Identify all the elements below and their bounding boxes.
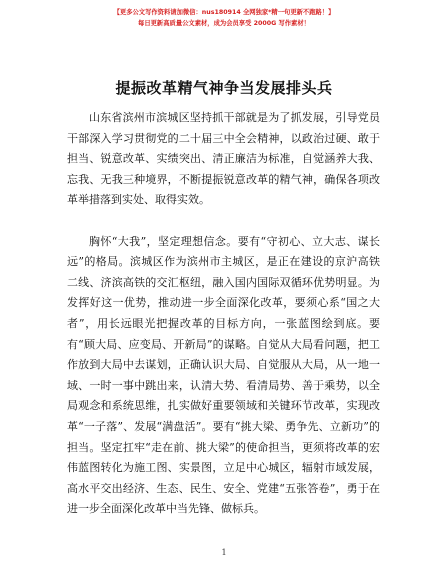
- promo-banner: [0, 7, 448, 29]
- promo-banner-line-2: 每日更新高质量公文素材，成为会员享受 2000G 写作素材！: [138, 20, 310, 27]
- document-body: [67, 108, 380, 520]
- body-paragraph-2: 胸怀“大我”，坚定理想信念。要有“守初心、立大志、谋长远”的格局。滨城区作为滨州市主城区，是正在建设的京沪高铁二线、济滨高铁的交汇枢纽，融入国内国际双循环优势明显。为发挥好这一优势，推动进一步全面深化改革，要须心系“国之大者”，用长远眼光把握改革的目标方向，一张蓝图绘到底。要有“顾大局、应变局、开新局”的谋略。自觉从大局看问题，把工作放到大局中去谋划，正确认识大局、自觉服从大局，从一地一域、一时一事中跳出来，认清大势、看清局势、善于乘势，以全局观念和系统思维，扎实做好重要领域和关键环节改革，实现改革“一子落”、发展“满盘活”。要有“挑大梁、勇争先、立新功”的担当。坚定扛牢“走在前、挑大梁”的使命担当，更须将改革的宏伟蓝图转化为施工图、实景图，立足中心城区，辐射市域发展，高水平交出经济、生态、民生、安全、党建“五张答卷”，勇于在进一步全面深化改革中当先锋、做标兵。: [67, 234, 380, 516]
- page-number: 1: [221, 548, 227, 557]
- document-title: 提振改革精气神争当发展排头兵: [115, 79, 333, 97]
- promo-banner-line-1: 【更多公文写作资料请加微信：nus180914 全网独家*精一句更新不跑路！】: [113, 9, 335, 16]
- body-paragraph-1: 山东省滨州市滨城区坚持抓干部就是为了抓发展，引导党员干部深入学习贯彻党的二十届三中全会精神，以政治过硬、敢于担当、锐意改革、实绩突出、清正廉洁为标准，自觉涵养大我、忘我、无我三种境界，不断提振锐意改革的精气神，确保各项改革举措落到实处、取得实效。: [67, 111, 380, 207]
